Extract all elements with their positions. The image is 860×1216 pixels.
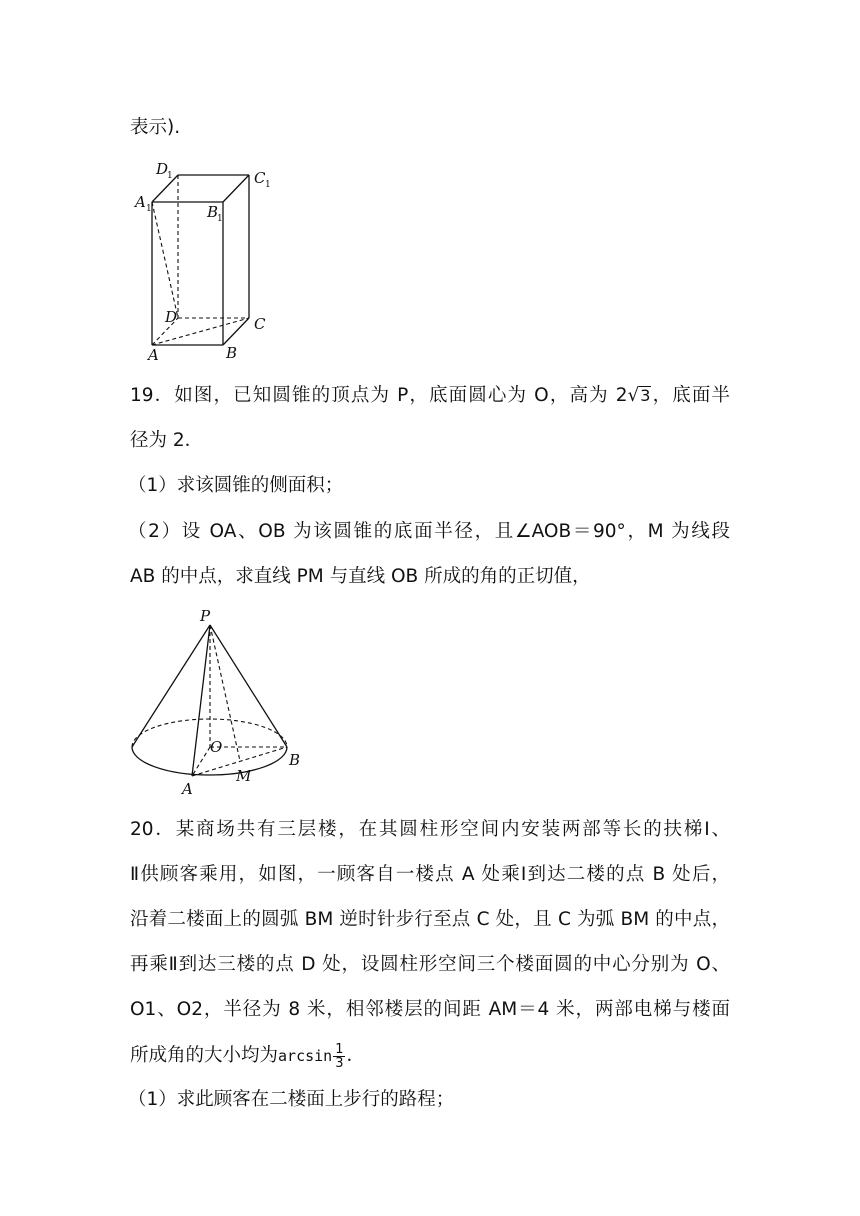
- q19-part2-line1: （2）设 OA、OB 为该圆锥的底面半径，且∠AOB＝90°，M 为线段: [128, 521, 730, 542]
- label-m: M: [236, 767, 252, 785]
- continued-text: 表示).: [130, 117, 181, 138]
- svg-text:1: 1: [167, 171, 173, 181]
- arcsin-fn: arcsin: [278, 1047, 333, 1065]
- label-o: O: [210, 738, 223, 756]
- label-c1: C: [254, 169, 266, 187]
- q20-line2: Ⅱ供顾客乘用，如图，一顾客自一楼点 A 处乘Ⅰ到达二楼的点 B 处后，: [130, 864, 730, 885]
- q20-line5: O1、O2，半径为 8 米，相邻楼层的间距 AM＝4 米，两部电梯与楼面: [130, 999, 730, 1020]
- label-a: A: [182, 780, 193, 795]
- label-d1: D: [156, 160, 169, 178]
- label-b1: B: [207, 203, 219, 221]
- q20-line4: 再乘Ⅱ到达三楼的点 D 处，设圆柱形空间三个楼面圆的中心分别为 O、: [130, 954, 730, 975]
- fraction-one-third: $\frac{1}{3}$: [335, 1041, 344, 1071]
- q19-line1: 19．如图，已知圆锥的顶点为 P，底面圆心为 O，高为 2√3，底面半: [130, 383, 730, 409]
- label-c: C: [254, 315, 266, 333]
- svg-text:1: 1: [146, 204, 152, 214]
- q19-part2-line2: AB 的中点，求直线 PM 与直线 OB 所成的角的正切值，: [130, 566, 591, 587]
- q20-line3: 沿着二楼面上的圆弧 BM 逆时针步行至点 C 处，且 C 为弧 BM 的中点，: [130, 909, 730, 930]
- q20-line1: 20．某商场共有三层楼，在其圆柱形空间内安装两部等长的扶梯Ⅰ、: [130, 819, 730, 840]
- svg-text:1: 1: [265, 180, 271, 190]
- prism-figure: [130, 160, 290, 365]
- q19-part1: （1）求该圆锥的侧面积；: [128, 475, 344, 496]
- sqrt-three: √3: [627, 385, 651, 406]
- label-a: A: [148, 346, 159, 364]
- q19-line2: 径为 2．: [130, 430, 204, 451]
- svg-text:1: 1: [217, 214, 223, 224]
- q20-line6: 所成角的大小均为arcsin $\frac{1}{3}$ ．: [130, 1041, 365, 1071]
- label-b: B: [289, 751, 300, 769]
- label-a1: A: [135, 193, 146, 211]
- cone-figure: [130, 605, 300, 795]
- label-b: B: [226, 344, 238, 362]
- label-d: D: [165, 308, 178, 326]
- label-p: P: [200, 607, 211, 625]
- q20-part1: （1）求此顾客在二楼面上步行的路程；: [128, 1089, 455, 1110]
